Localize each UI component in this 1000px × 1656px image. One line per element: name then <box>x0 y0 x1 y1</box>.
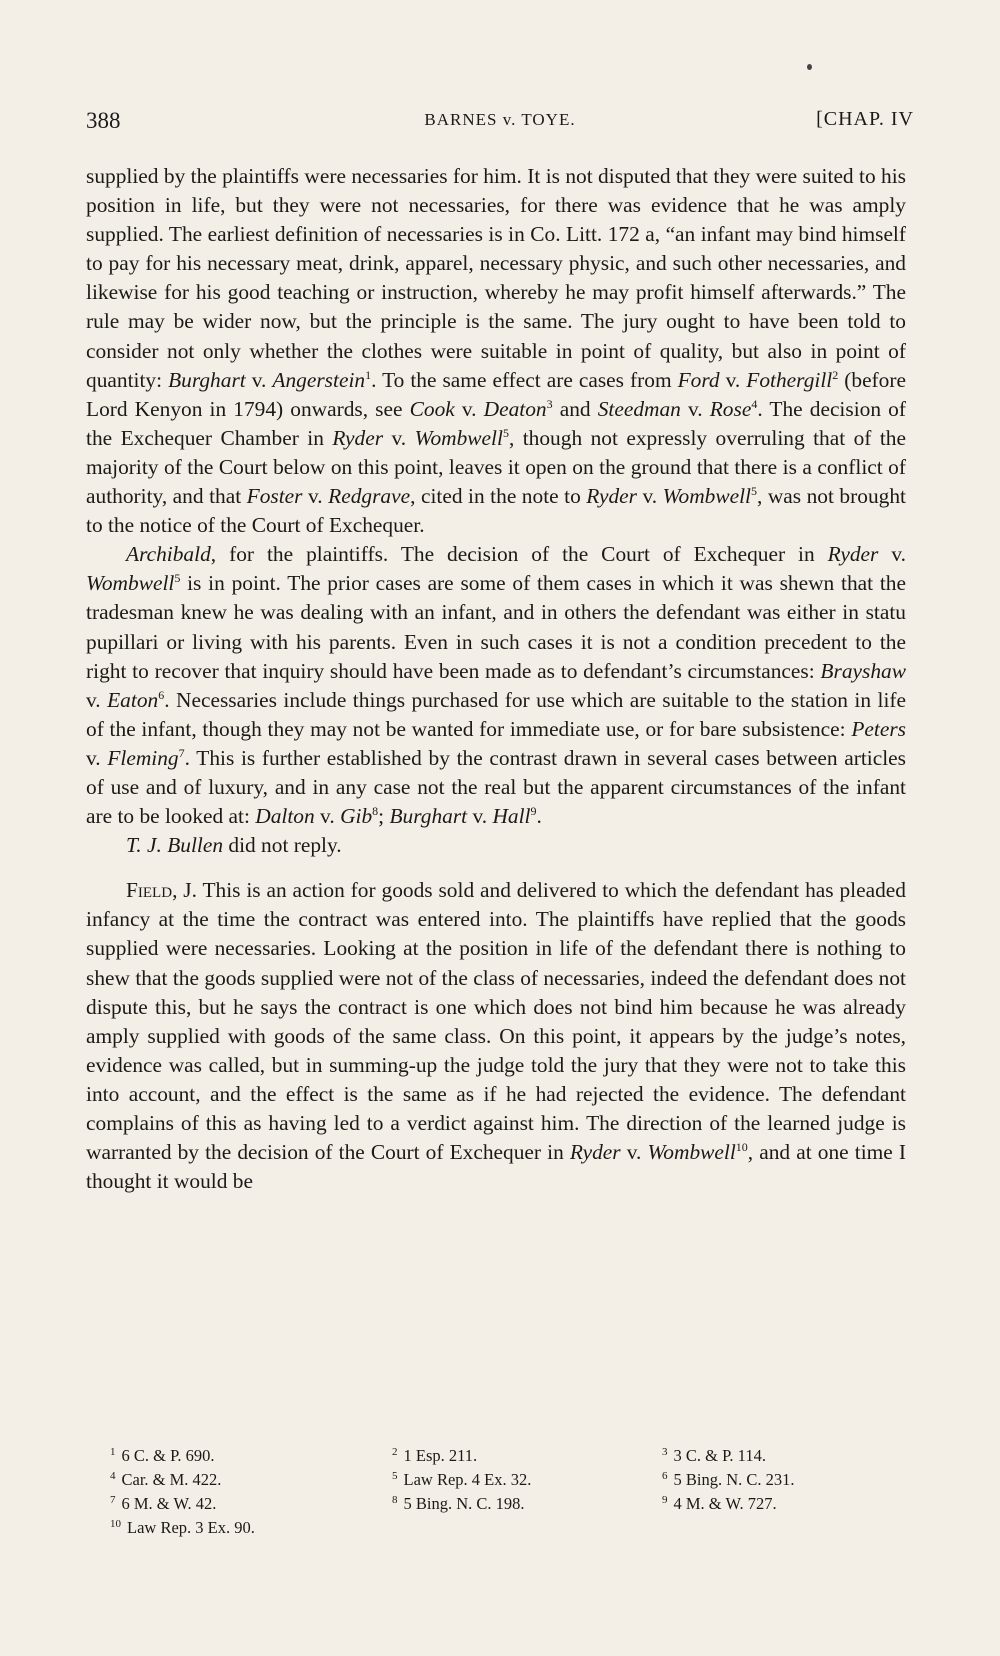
footnote <box>662 1492 870 1516</box>
text-run: , for the plaintiffs. The decision of the Court of Exchequer in <box>210 542 828 567</box>
text-run: . <box>536 804 542 829</box>
counsel-name: Archibald <box>126 542 211 567</box>
footnote <box>110 1444 392 1468</box>
text-run: . Necessaries include things purchased for use which are suitable to the station in life of the infant, though they may not be wanted for immediate use, or for bare subsistence: <box>86 687 906 741</box>
footnote-number: 4 <box>110 1469 116 1482</box>
footnote-text: 5 Bing. N. C. 231. <box>673 1470 795 1489</box>
footnote-row <box>110 1516 870 1540</box>
footnote-ref: 6 <box>158 687 165 702</box>
footnote-text: 4 M. & W. 727. <box>673 1494 777 1513</box>
footnote-number: 5 <box>392 1469 398 1482</box>
text-run: v. <box>636 484 663 509</box>
footnote-number: 9 <box>662 1493 668 1506</box>
text-run: . This is further established by the contrast drawn in several cases between articles of use and of luxury, and in any case not the real but the apparent circumstances of the infant are to be looked at: <box>86 745 906 829</box>
text-run: , though not expressly overruling that of the majority of the Court below on this point, leaves it open on the ground that there is a conflict of authority, and that <box>86 425 906 509</box>
paragraph-judgment <box>86 876 906 1196</box>
case-name: Rose <box>709 396 752 421</box>
judge-name: Field <box>126 878 173 903</box>
text-run: . To the same effect are cases from <box>371 367 678 392</box>
text-run: v. <box>620 1140 648 1165</box>
case-name: Hall <box>492 804 531 829</box>
footnote <box>110 1468 392 1492</box>
case-name: Peters <box>851 716 906 741</box>
footnote-row <box>110 1492 870 1516</box>
footnote-number: 2 <box>392 1445 398 1458</box>
footnote-ref: 10 <box>735 1139 748 1154</box>
footnote <box>110 1492 392 1516</box>
text-run: and <box>552 396 598 421</box>
chapter-label: [CHAP. IV <box>816 108 914 130</box>
case-name: Cook <box>409 396 455 421</box>
paragraph-argument-plaintiffs <box>86 540 906 831</box>
footnote-row <box>110 1444 870 1468</box>
footnote-text: 1 Esp. 211. <box>403 1446 478 1465</box>
footnote-ref: 5 <box>502 425 509 440</box>
text-run: v. <box>467 804 493 829</box>
footnote-ref: 3 <box>546 396 553 411</box>
case-name: Wombwell <box>414 425 503 450</box>
case-name: Gib <box>340 804 373 829</box>
case-name: Burghart <box>389 804 468 829</box>
footnote-number: 1 <box>110 1445 116 1458</box>
case-name: Fleming <box>107 745 179 770</box>
footnote-ref: 2 <box>832 367 839 382</box>
case-name: Burghart <box>168 367 246 392</box>
case-name: Angerstein <box>272 367 366 392</box>
text-run: ; <box>378 804 390 829</box>
footnote-ref: 5 <box>174 571 181 586</box>
footnote-text: 5 Bing. N. C. 198. <box>403 1494 525 1513</box>
case-name: Wombwell <box>662 484 751 509</box>
text-run: v. <box>719 367 747 392</box>
footnote <box>392 1444 662 1468</box>
text-run: v. <box>86 687 108 712</box>
case-name: Wombwell <box>86 571 175 596</box>
footnote-text: Law Rep. 3 Ex. 90. <box>127 1518 255 1537</box>
footnote <box>662 1444 870 1468</box>
case-name: Redgrave <box>328 484 411 509</box>
counsel-name: T. J. Bullen <box>126 833 224 858</box>
footnote-text: Law Rep. 4 Ex. 32. <box>403 1470 532 1489</box>
text-run: did not reply. <box>223 833 342 858</box>
footnote-number: 6 <box>662 1469 668 1482</box>
case-name: Foster <box>246 484 303 509</box>
text-run: v. <box>302 484 329 509</box>
footnote <box>392 1468 662 1492</box>
text-run: supplied by the plaintiffs were necessaries for him. It is not disputed that they were suited to his position in life, but they were not necessaries, for there was evidence that he was amply supplied. The earliest definition of necessaries is in Co. Litt. 172 a, “an infant may bind himself to pay for his necessary meat, drink, apparel, necessary physic, and such other necessaries, and likewise for his good teaching or instruction, whereby he may profit himself afterwards.” The rule may be wider now, but the principle is the same. The jury ought to have been told to consider not only whether the clothes were suitable in point of quality, but also in point of quantity: <box>86 164 906 392</box>
text-run: v. <box>454 396 484 421</box>
footnote-number: 3 <box>662 1445 668 1458</box>
footnote <box>110 1516 392 1540</box>
paragraph-argument-defendant <box>86 162 906 540</box>
footnote-ref: 7 <box>178 745 185 760</box>
text-run: v. <box>314 804 341 829</box>
case-name: Steedman <box>597 396 681 421</box>
footnote-ref: 4 <box>751 396 758 411</box>
text-run: , cited in the note to <box>410 484 587 509</box>
footnote-number: 8 <box>392 1493 398 1506</box>
footnote-text: 3 C. & P. 114. <box>673 1446 766 1465</box>
case-name: Ryder <box>569 1140 621 1165</box>
footnote <box>392 1492 662 1516</box>
text-run: v. <box>245 367 273 392</box>
footnote-ref: 9 <box>530 803 537 818</box>
page-number: 388 <box>86 108 121 133</box>
footnote-number: 7 <box>110 1493 116 1506</box>
text-run: v. <box>680 396 710 421</box>
text-run: v. <box>383 425 415 450</box>
running-title: BARNES v. TOYE. <box>424 110 576 129</box>
footnote <box>662 1468 870 1492</box>
case-name: Fothergill <box>746 367 833 392</box>
text-run: . The decision of the Exchequer Chamber in <box>86 396 906 450</box>
footnote-ref: 5 <box>750 483 757 498</box>
footnote-text: Car. & M. 422. <box>121 1470 222 1489</box>
text-run: , J. This is an action for goods sold and delivered to which the defendant has pleaded infancy at the time the contract was entered into. The plaintiffs have replied that the goods supplied were necessaries. Looking at the position in life of the defendant there is nothing to shew that the goods supplied were not of the class of necessaries, indeed the defendant does not dispute this, but he says the contract is one which does not bind him because he was already amply supplied with goods of the same class. On this point, it appears by the judge’s notes, evidence was called, but in summing-up the judge told the jury that they were not to take this into account, and the effect is the same as if he had rejected the evidence. The defendant complains of this as having led to a verdict against him. The direction of the learned judge is warranted by the decision of the Court of Exchequer in <box>86 878 906 1165</box>
case-name: Deaton <box>483 396 547 421</box>
case-name: Ryder <box>827 542 879 567</box>
paragraph-no-reply <box>86 831 906 860</box>
case-name: Dalton <box>255 804 315 829</box>
text-run: is in point. The prior cases are some of them cases in which it was shewn that the tradesman knew he was dealing with an infant, and in others the defendant was either in statu pupillari or living with his parents. Even in such cases it is not a condition precedent to the right to recover that inquiry should have been made as to defendant’s circumstances: <box>86 571 906 683</box>
footnote-row <box>110 1468 870 1492</box>
footnote-ref: 8 <box>372 803 379 818</box>
footnote-text: 6 C. & P. 690. <box>121 1446 215 1465</box>
footnote-ref: 1 <box>365 367 372 382</box>
text-run: , and at one time I thought it would be <box>86 1140 906 1194</box>
case-name: Eaton <box>107 687 159 712</box>
text-run: (before Lord Kenyon in 1794) onwards, see <box>86 367 906 421</box>
case-name: Ryder <box>332 425 384 450</box>
case-name: Brayshaw <box>820 658 906 683</box>
case-name: Ford <box>677 367 720 392</box>
text-run: , was not brought to the notice of the Court of Exchequer. <box>86 484 906 538</box>
footnote-number: 10 <box>110 1517 121 1530</box>
page-header <box>86 108 914 138</box>
case-name: Wombwell <box>647 1140 736 1165</box>
page-body <box>86 162 906 1196</box>
case-name: Ryder <box>586 484 637 509</box>
ink-speck <box>807 64 812 70</box>
footnotes <box>110 1444 870 1540</box>
footnote-text: 6 M. & W. 42. <box>121 1494 217 1513</box>
text-run: v. <box>878 542 906 567</box>
text-run: v. <box>86 745 108 770</box>
